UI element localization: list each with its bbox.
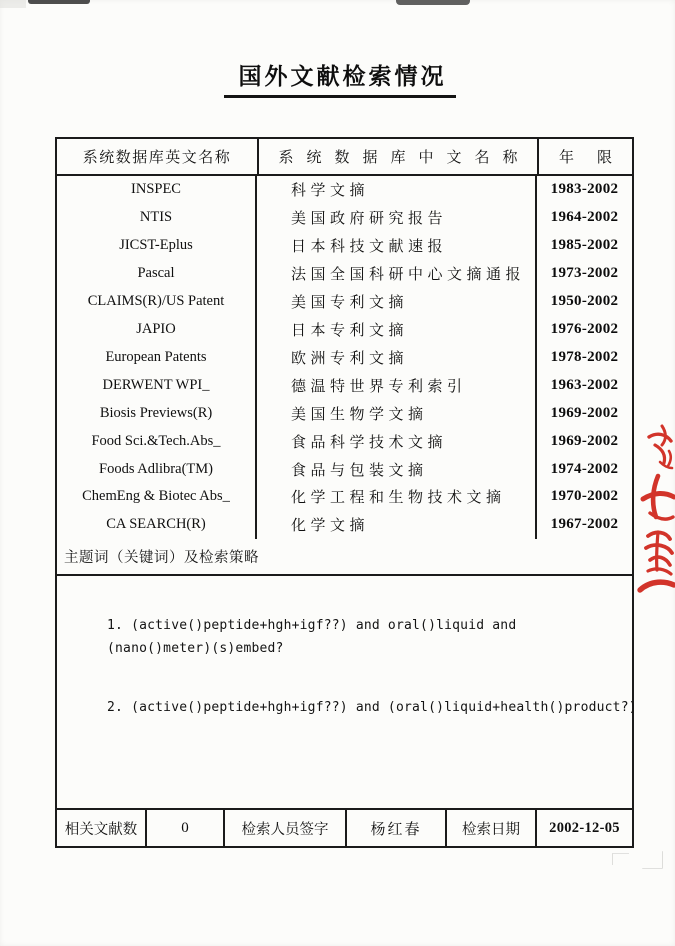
db-year-range: 1969-2002 [550, 404, 619, 421]
db-en-name: ChemEng & Biotec Abs_ [82, 488, 230, 505]
retrieval-table [55, 137, 637, 848]
search-query-2: 2. (active()peptide+hgh+igf??) and (oral()liquid+health()product?) [107, 700, 637, 715]
column-english-names [57, 176, 257, 539]
scan-artifact [0, 0, 26, 8]
db-year-range: 1970-2002 [550, 488, 619, 505]
db-cn-name: 日本科技文献速报 [291, 239, 448, 256]
db-year-range: 1967-2002 [550, 516, 619, 533]
keywords-strategy-label-row [57, 539, 632, 576]
search-query-1-line-2: (nano()meter)(s)embed? [107, 641, 284, 656]
db-en-name: JICST-Eplus [119, 237, 193, 254]
keywords-strategy-label: 主题词（关键词）及检索策略 [64, 550, 259, 566]
db-en-name: CA SEARCH(R) [106, 516, 206, 533]
db-year-range: 1983-2002 [550, 181, 619, 198]
searcher-signature-label: 检索人员签字 [225, 810, 347, 846]
db-year-range: 1969-2002 [550, 432, 619, 449]
title-underline [224, 95, 456, 98]
search-date-label: 检索日期 [447, 810, 537, 846]
scan-artifact [28, 0, 90, 4]
db-en-name: NTIS [139, 209, 173, 226]
db-en-name: Foods Adlibra(TM) [99, 460, 213, 477]
db-cn-name: 德温特世界专利索引 [291, 378, 467, 395]
db-year-range: 1985-2002 [550, 237, 619, 254]
db-en-name: Pascal [137, 265, 175, 282]
db-year-range: 1973-2002 [550, 265, 619, 282]
db-cn-name: 法国全国科研中心文摘通报 [291, 267, 526, 284]
header-year-range: 年 限 [558, 150, 612, 166]
db-cn-name: 美国专利文摘 [291, 295, 409, 312]
db-en-name: European Patents [105, 348, 207, 365]
db-cn-name: 欧洲专利文摘 [291, 350, 409, 367]
db-en-name: DERWENT WPI_ [102, 376, 210, 393]
pencil-mark [642, 851, 663, 869]
db-year-range: 1978-2002 [550, 348, 619, 365]
scan-artifact [396, 0, 470, 5]
searcher-signature-name: 杨红春 [347, 810, 447, 846]
db-en-name: CLAIMS(R)/US Patent [87, 293, 225, 310]
db-year-range: 1963-2002 [550, 376, 619, 393]
table-header-row [57, 139, 632, 176]
db-year-range: 1974-2002 [550, 460, 619, 477]
search-query-1-line-1: 1. (active()peptide+hgh+igf??) and oral()liquid and [107, 618, 517, 633]
db-cn-name: 化学文摘 [291, 518, 370, 535]
db-cn-name: 科学文摘 [291, 183, 370, 200]
search-date-value: 2002-12-05 [549, 819, 620, 836]
db-cn-name: 化学工程和生物技术文摘 [291, 490, 506, 507]
db-en-name: Biosis Previews(R) [99, 404, 213, 421]
search-strategy-box [57, 576, 637, 808]
db-cn-name: 食品与包装文摘 [291, 462, 428, 479]
related-docs-count-value: 0 [147, 810, 225, 846]
db-cn-name: 美国政府研究报告 [291, 211, 448, 228]
db-cn-name: 美国生物学文摘 [291, 406, 428, 423]
pencil-mark [612, 853, 629, 865]
db-en-name: INSPEC [131, 181, 181, 198]
column-chinese-names [257, 176, 537, 539]
red-seal-stamp [636, 418, 675, 604]
db-year-range: 1950-2002 [550, 293, 619, 310]
table-body [57, 176, 632, 539]
db-cn-name: 日本专利文摘 [291, 322, 409, 339]
header-db-chinese-name: 系统数据库中文名称 [259, 139, 539, 174]
db-year-range: 1964-2002 [550, 209, 619, 226]
db-en-name: Food Sci.&Tech.Abs_ [91, 432, 221, 449]
header-db-english-name: 系统数据库英文名称 [57, 139, 259, 174]
db-year-range: 1976-2002 [550, 320, 619, 337]
page-title: 国外文献检索情况 [238, 64, 447, 89]
table-footer-row [57, 808, 632, 846]
db-en-name: JAPIO [136, 320, 176, 337]
related-docs-count-label: 相关文献数 [57, 810, 147, 846]
search-query-1 [107, 614, 516, 660]
column-year-ranges [537, 176, 632, 539]
db-cn-name: 食品科学技术文摘 [291, 434, 448, 451]
